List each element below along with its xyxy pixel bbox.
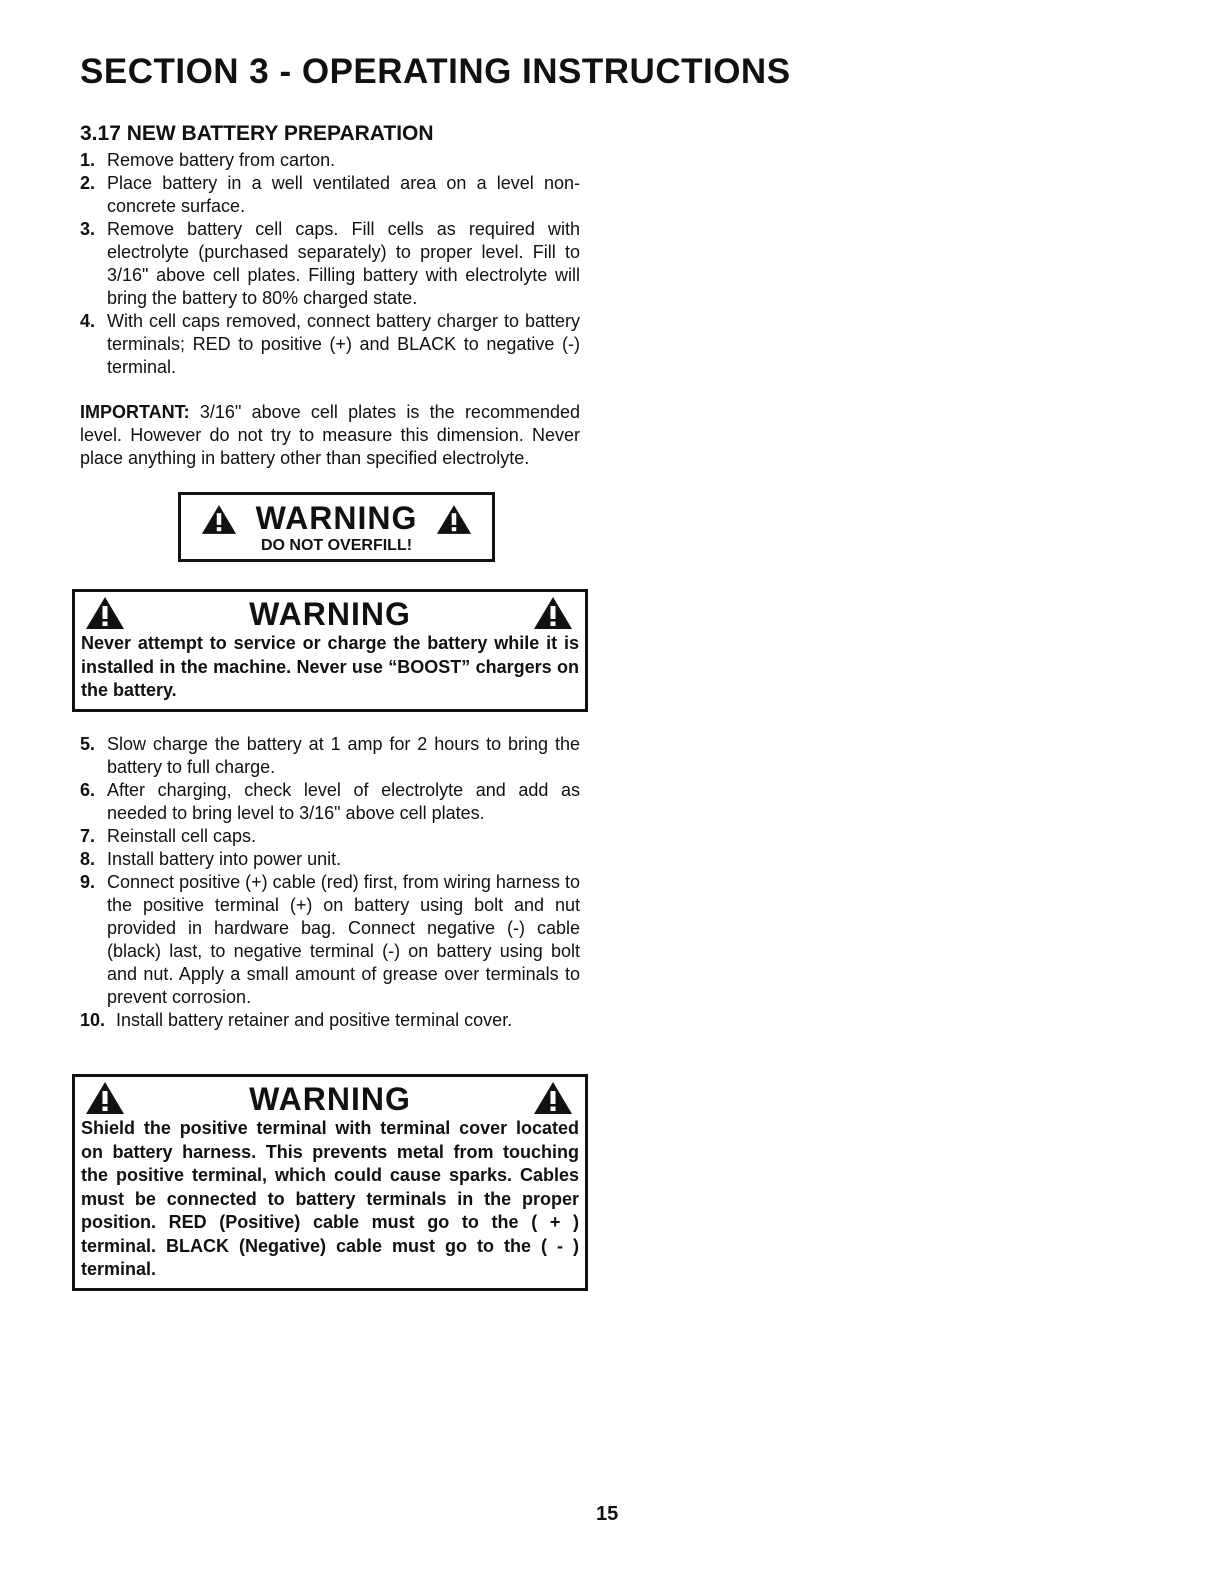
step-8: 8. Install battery into power unit. (80, 849, 342, 869)
step-10: 10. Install battery retainer and positive terminal cover. (80, 1010, 513, 1030)
step-7: 7. Reinstall cell caps. (80, 826, 257, 846)
warning-text: Never attempt to service or charge the battery while it is installed in the machine. Never use “BOOST” chargers on the battery. (81, 633, 579, 700)
battery-prep-section (80, 122, 580, 379)
important-label: IMPORTANT: (80, 402, 190, 422)
warning-service-box (72, 589, 588, 712)
warning-triangle-icon (533, 596, 573, 630)
step-5: 5. Slow charge the battery at 1 amp for 2 hours to bring the battery to full charge. (80, 734, 580, 777)
subsection-title: 3.17 NEW BATTERY PREPARATION (80, 122, 434, 145)
warning-triangle-icon (85, 1081, 125, 1115)
warning-triangle-icon (533, 1081, 573, 1115)
warning-triangle-icon (85, 596, 125, 630)
warning-title: WARNING (255, 500, 418, 536)
page-number: 15 (596, 1503, 619, 1525)
step-3: 3. Remove battery cell caps. Fill cells as required with electrolyte (purchased separately) to proper level. Fill to 3/16" above cell plates. Filling battery with electrolyte will bring the battery to 80% charged state. (80, 219, 580, 308)
warning-title: WARNING (249, 1081, 411, 1117)
warning-text: Shield the positive terminal with terminal cover located on battery harness. This prevents metal from touching the positive terminal, which could cause sparks. Cables must be connected to battery terminals in the proper position. RED (Positive) cable must go to the ( + ) terminal. BLACK (Negative) cable must go to the ( - ) terminal. (81, 1118, 579, 1279)
step-4: 4. With cell caps removed, connect battery charger to battery terminals; RED to positive (+) and BLACK to negative (-) terminal. (80, 311, 580, 377)
section-title: SECTION 3 - OPERATING INSTRUCTIONS (80, 52, 791, 91)
important-text: 3/16" above cell plates is the recommended level. However do not try to measure this dimension. Never place anything in battery other than specified electrolyte. (80, 402, 580, 468)
warning-triangle-icon (436, 504, 472, 535)
step-1: 1. Remove battery from carton. (80, 150, 336, 170)
steps-list-a (80, 149, 580, 379)
warning-overfill-box (178, 492, 495, 562)
warning-title: WARNING (249, 596, 411, 632)
important-note (80, 401, 580, 470)
step-2: 2. Place battery in a well ventilated area on a level non-concrete surface. (80, 173, 580, 216)
steps-list-b (80, 733, 580, 1032)
step-6: 6. After charging, check level of electrolyte and add as needed to bring level to 3/16" above cell plates. (80, 780, 580, 823)
step-9: 9. Connect positive (+) cable (red) first, from wiring harness to the positive terminal (+) on battery using bolt and nut provided in hardware bag. Connect negative (-) cable (black) last, to negative terminal (-) on battery using bolt and nut. Apply a small amount of grease over terminals to prevent corrosion. (80, 872, 580, 1007)
warning-shield-box (72, 1074, 588, 1291)
warning-text: DO NOT OVERFILL! (260, 537, 413, 554)
warning-triangle-icon (201, 504, 237, 535)
